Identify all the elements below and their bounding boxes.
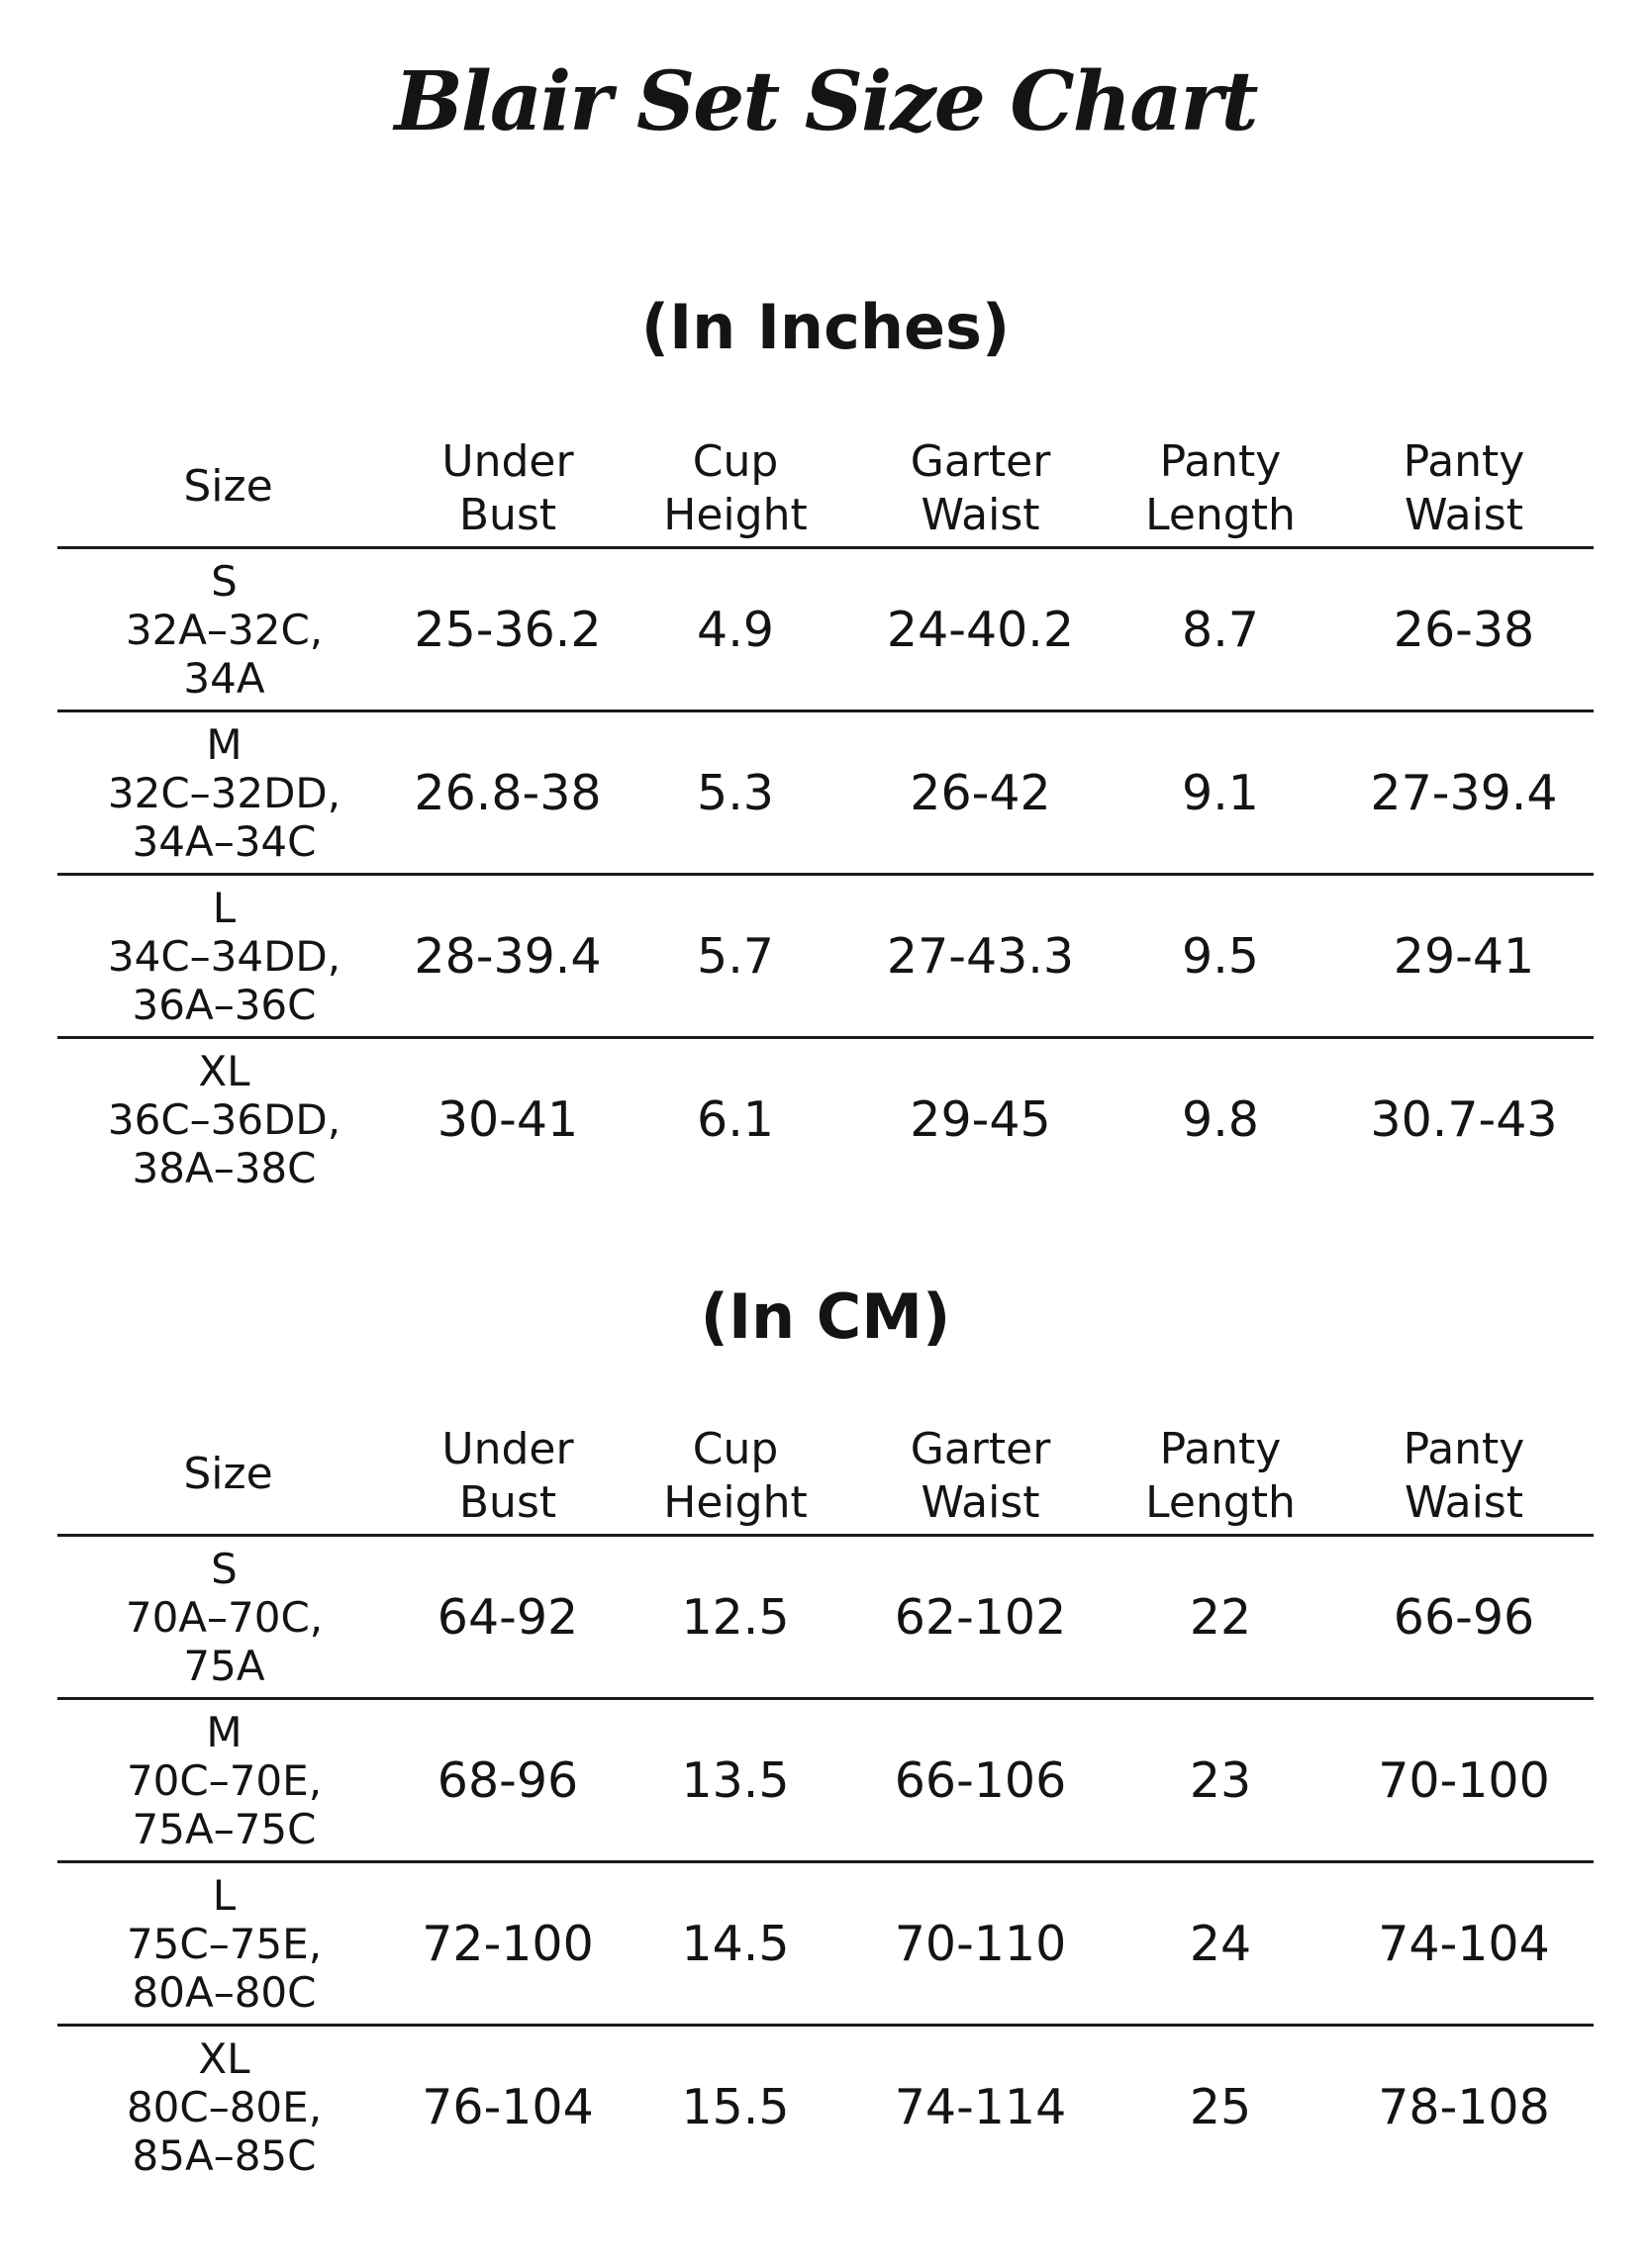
panty-waist-value: 78-108 xyxy=(1378,2078,1550,2135)
panty-waist-value: 27-39.4 xyxy=(1334,711,1594,875)
panty-length-value: 9.1 xyxy=(1107,711,1334,875)
cup-height-value: 5.3 xyxy=(617,711,854,875)
table-row xyxy=(57,2026,1594,2188)
garter-waist-value: 70-110 xyxy=(854,1862,1107,2026)
column-header-panty-waist: Panty Waist xyxy=(1334,1415,1594,1536)
column-header-garter-waist: Garter Waist xyxy=(854,1415,1107,1536)
size-cell: M 32C–32DD, 34A–34C xyxy=(57,711,399,875)
under-bust-value: 25-36.2 xyxy=(399,548,617,711)
panty-waist-value: 29-41 xyxy=(1334,875,1594,1038)
column-header-panty-length: Panty Length xyxy=(1107,1415,1334,1536)
page-title: Blair Set Size Chart xyxy=(394,54,1257,149)
under-bust-value: 72-100 xyxy=(399,1862,617,2026)
panty-length-value: 8.7 xyxy=(1107,548,1334,711)
table-header-row xyxy=(57,427,1594,548)
garter-waist-value: 29-45 xyxy=(910,1090,1051,1148)
under-bust-value: 76-104 xyxy=(422,2078,594,2135)
cup-height-value: 15.5 xyxy=(681,2078,790,2135)
panty-length-value: 25 xyxy=(1189,2078,1252,2135)
panty-length-value: 22 xyxy=(1107,1536,1334,1699)
size-cell: S 70A–70C, 75A xyxy=(57,1536,399,1699)
under-bust-value: 30-41 xyxy=(437,1090,579,1148)
cup-height-value: 5.7 xyxy=(617,875,854,1038)
table-row xyxy=(57,1699,1594,1862)
cup-height-value: 6.1 xyxy=(697,1090,774,1148)
column-header-size: Size xyxy=(57,1415,399,1536)
table-row xyxy=(57,711,1594,875)
under-bust-value: 28-39.4 xyxy=(399,875,617,1038)
garter-waist-value: 26-42 xyxy=(854,711,1107,875)
cup-height-value: 13.5 xyxy=(617,1699,854,1862)
column-header-panty-length: Panty Length xyxy=(1107,427,1334,548)
column-header-size: Size xyxy=(57,427,399,548)
table-row xyxy=(57,548,1594,711)
size-cell: M 70C–70E, 75A–75C xyxy=(57,1699,399,1862)
table-row xyxy=(57,875,1594,1038)
table-row xyxy=(57,1862,1594,2026)
panty-length-value: 24 xyxy=(1107,1862,1334,2026)
panty-length-value: 23 xyxy=(1107,1699,1334,1862)
table-header-row xyxy=(57,1415,1594,1536)
table-row xyxy=(57,1536,1594,1699)
size-cell: L 34C–34DD, 36A–36C xyxy=(57,875,399,1038)
cup-height-value: 4.9 xyxy=(617,548,854,711)
column-header-panty-waist: Panty Waist xyxy=(1334,427,1594,548)
cm-section-heading: (In CM) xyxy=(700,1280,951,1353)
under-bust-value: 26.8-38 xyxy=(399,711,617,875)
column-header-under-bust: Under Bust xyxy=(399,427,617,548)
table-row xyxy=(57,1038,1594,1200)
cm-size-table xyxy=(57,1415,1594,2187)
panty-length-value: 9.8 xyxy=(1182,1090,1259,1148)
size-cell: XL 80C–80E, 85A–85C xyxy=(126,2033,323,2180)
garter-waist-value: 27-43.3 xyxy=(854,875,1107,1038)
garter-waist-value: 66-106 xyxy=(854,1699,1107,1862)
column-header-cup-height: Cup Height xyxy=(617,427,854,548)
panty-length-value: 9.5 xyxy=(1107,875,1334,1038)
size-cell: S 32A–32C, 34A xyxy=(57,548,399,711)
cup-height-value: 12.5 xyxy=(617,1536,854,1699)
under-bust-value: 68-96 xyxy=(399,1699,617,1862)
inches-size-table xyxy=(57,427,1594,1199)
garter-waist-value: 24-40.2 xyxy=(854,548,1107,711)
garter-waist-value: 74-114 xyxy=(894,2078,1067,2135)
cup-height-value: 14.5 xyxy=(617,1862,854,2026)
garter-waist-value: 62-102 xyxy=(854,1536,1107,1699)
column-header-cup-height: Cup Height xyxy=(617,1415,854,1536)
panty-waist-value: 70-100 xyxy=(1334,1699,1594,1862)
under-bust-value: 64-92 xyxy=(399,1536,617,1699)
size-cell: L 75C–75E, 80A–80C xyxy=(57,1862,399,2026)
column-header-under-bust: Under Bust xyxy=(399,1415,617,1536)
inches-section-heading: (In Inches) xyxy=(640,291,1011,363)
panty-waist-value: 74-104 xyxy=(1334,1862,1594,2026)
size-cell: XL 36C–36DD, 38A–38C xyxy=(107,1046,341,1192)
panty-waist-value: 26-38 xyxy=(1334,548,1594,711)
column-header-garter-waist: Garter Waist xyxy=(854,427,1107,548)
panty-waist-value: 66-96 xyxy=(1334,1536,1594,1699)
panty-waist-value: 30.7-43 xyxy=(1370,1090,1558,1148)
